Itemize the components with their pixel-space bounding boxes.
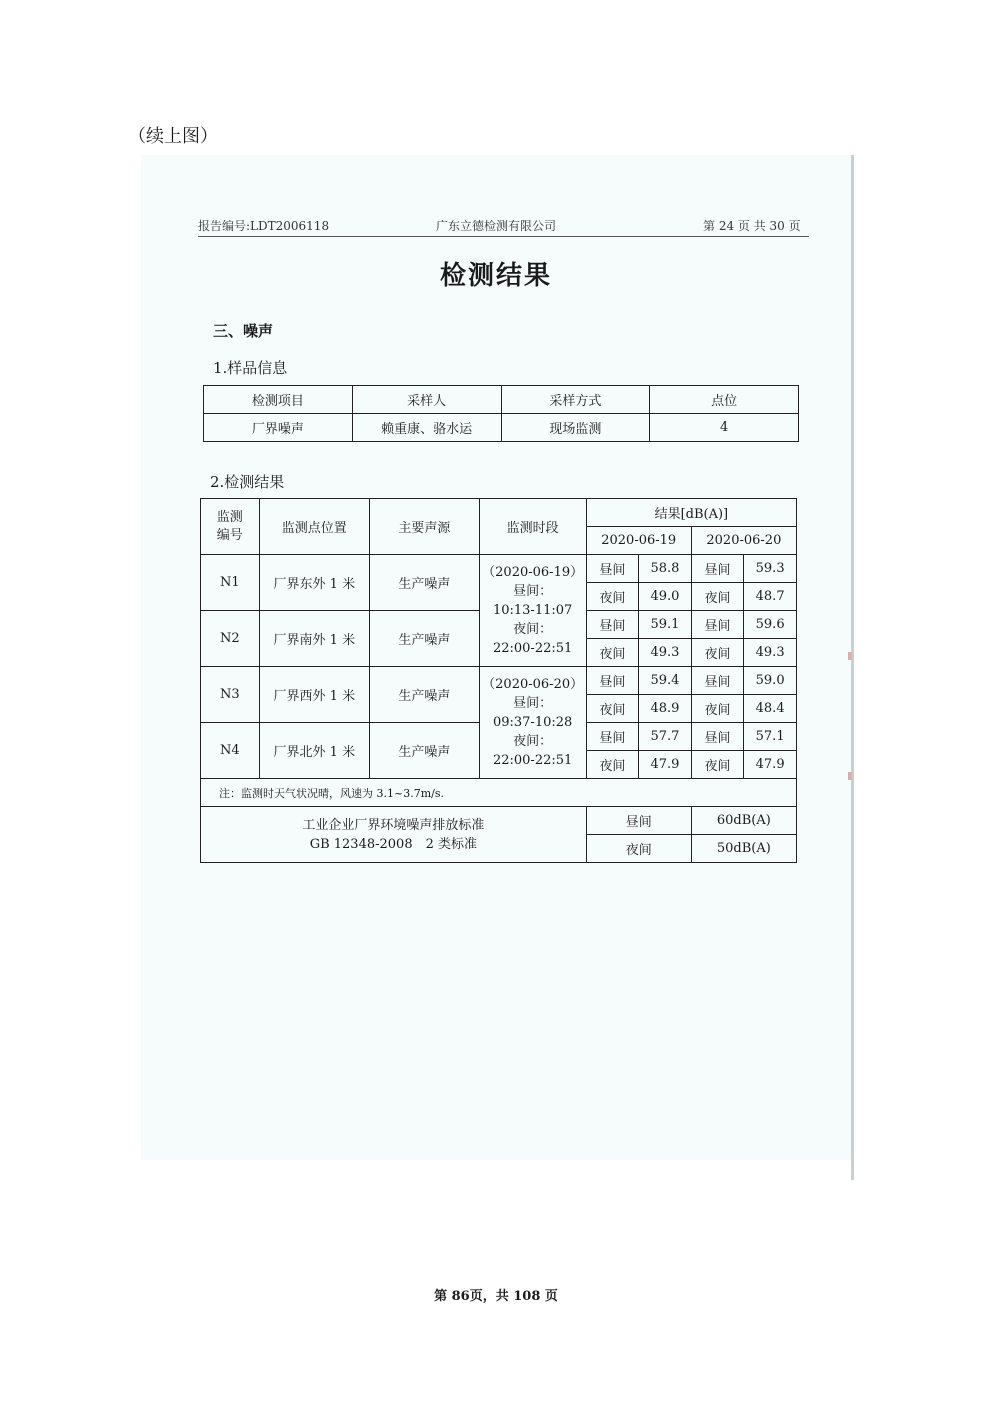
noise-source: 生产噪声: [370, 611, 480, 667]
day-label: 昼间: [586, 611, 638, 639]
table-header-cell: 检测项目: [204, 386, 353, 414]
table-row: [204, 414, 799, 442]
weather-note: 注：监测时天气状况晴，风速为 3.1~3.7m/s.: [201, 779, 797, 807]
result-value: 59.1: [639, 611, 692, 639]
point-location: 厂界东外 1 米: [259, 555, 370, 611]
result-value: 49.3: [639, 639, 692, 667]
day-label: 昼间: [691, 611, 744, 639]
period-line: 10:13-11:07: [492, 603, 573, 618]
period-line: 昼间：: [513, 584, 553, 599]
table-cell: 现场监测: [501, 414, 650, 442]
scan-mark: [848, 652, 852, 660]
results-heading: 2.检测结果: [210, 473, 285, 491]
limit-day-value: 60dB(A): [691, 807, 796, 835]
standard-line: GB 12348-2008 2 类标准: [309, 836, 477, 852]
day-label: 昼间: [586, 667, 638, 695]
page-indicator: 第 24 页 共 30 页: [703, 219, 801, 233]
results-table: [200, 498, 797, 863]
point-id: N1: [201, 555, 260, 611]
page-footer: 第 86页，共 108 页: [434, 1289, 558, 1304]
result-value: 48.7: [744, 583, 797, 611]
report-number: 报告编号:LDT2006118: [198, 219, 330, 233]
result-value: 59.4: [639, 667, 692, 695]
sample-info-heading: 1.样品信息: [213, 359, 288, 377]
note-row: [201, 779, 797, 807]
standard-line: 工业企业厂界环境噪声排放标准: [302, 817, 485, 833]
night-label: 夜间: [691, 639, 744, 667]
day-label: 昼间: [691, 555, 744, 583]
period-line: 夜间：: [513, 622, 553, 637]
scan-mark: [848, 772, 852, 780]
limit-night-value: 50dB(A): [691, 835, 796, 863]
table-header-row: [201, 499, 797, 527]
point-location: 厂界西外 1 米: [259, 667, 370, 723]
standard-name: [201, 807, 587, 863]
night-label: 夜间: [691, 695, 744, 723]
result-header: 结果[dB(A)]: [586, 499, 796, 527]
section-heading: 三、噪声: [213, 322, 274, 340]
day-label: 昼间: [586, 555, 638, 583]
table-row: [201, 667, 797, 695]
night-label: 夜间: [586, 751, 638, 779]
sample-info-table: [203, 385, 799, 442]
table-header-cell: 点位: [650, 386, 799, 414]
night-label: 夜间: [691, 751, 744, 779]
noise-source: 生产噪声: [370, 667, 480, 723]
period-line: （2020-06-20）: [482, 677, 584, 692]
night-label: 夜间: [586, 639, 638, 667]
point-id: N2: [201, 611, 260, 667]
table-header-cell: 采样人: [352, 386, 501, 414]
result-value: 49.0: [639, 583, 692, 611]
table-header-row: [204, 386, 799, 414]
period-line: 22:00-22:51: [492, 753, 573, 768]
night-label: 夜间: [586, 583, 638, 611]
limit-day-label: 昼间: [586, 807, 691, 835]
period-line: 昼间：: [513, 696, 553, 711]
point-location: 厂界南外 1 米: [259, 611, 370, 667]
day-label: 昼间: [586, 723, 638, 751]
result-value: 47.9: [744, 751, 797, 779]
result-value: 57.7: [639, 723, 692, 751]
point-location: 厂界北外 1 米: [259, 723, 370, 779]
result-value: 58.8: [639, 555, 692, 583]
table-cell: 赖重康、骆水运: [352, 414, 501, 442]
company-name: 广东立德检测有限公司: [436, 219, 557, 233]
monitoring-period: [479, 667, 586, 779]
noise-source: 生产噪声: [370, 555, 480, 611]
table-cell: 厂界噪声: [204, 414, 353, 442]
source-header: 主要声源: [370, 499, 480, 555]
period-line: 22:00-22:51: [492, 641, 573, 656]
night-label: 夜间: [586, 695, 638, 723]
point-id: N4: [201, 723, 260, 779]
monitoring-period: [479, 555, 586, 667]
caption: （续上图）: [128, 126, 218, 147]
id-header: 监测编号: [201, 499, 260, 555]
day-label: 昼间: [691, 723, 744, 751]
result-value: 48.9: [639, 695, 692, 723]
table-header-cell: 采样方式: [501, 386, 650, 414]
point-id: N3: [201, 667, 260, 723]
period-header: 监测时段: [479, 499, 586, 555]
header-rule: [198, 236, 809, 237]
period-line: 夜间：: [513, 734, 553, 749]
result-value: 59.0: [744, 667, 797, 695]
table-row: [201, 555, 797, 583]
limit-night-label: 夜间: [586, 835, 691, 863]
scan-edge: [851, 155, 854, 1180]
location-header: 监测点位置: [259, 499, 370, 555]
result-value: 49.3: [744, 639, 797, 667]
table-cell: 4: [650, 414, 799, 442]
result-value: 57.1: [744, 723, 797, 751]
date-header: 2020-06-19: [586, 527, 691, 555]
result-value: 59.6: [744, 611, 797, 639]
night-label: 夜间: [691, 583, 744, 611]
day-label: 昼间: [691, 667, 744, 695]
result-value: 48.4: [744, 695, 797, 723]
period-line: 09:37-10:28: [492, 715, 573, 730]
result-value: 47.9: [639, 751, 692, 779]
result-value: 59.3: [744, 555, 797, 583]
period-line: （2020-06-19）: [482, 565, 584, 580]
page-title: 检测结果: [439, 261, 552, 291]
date-header: 2020-06-20: [691, 527, 796, 555]
noise-source: 生产噪声: [370, 723, 480, 779]
standard-row: [201, 807, 797, 835]
